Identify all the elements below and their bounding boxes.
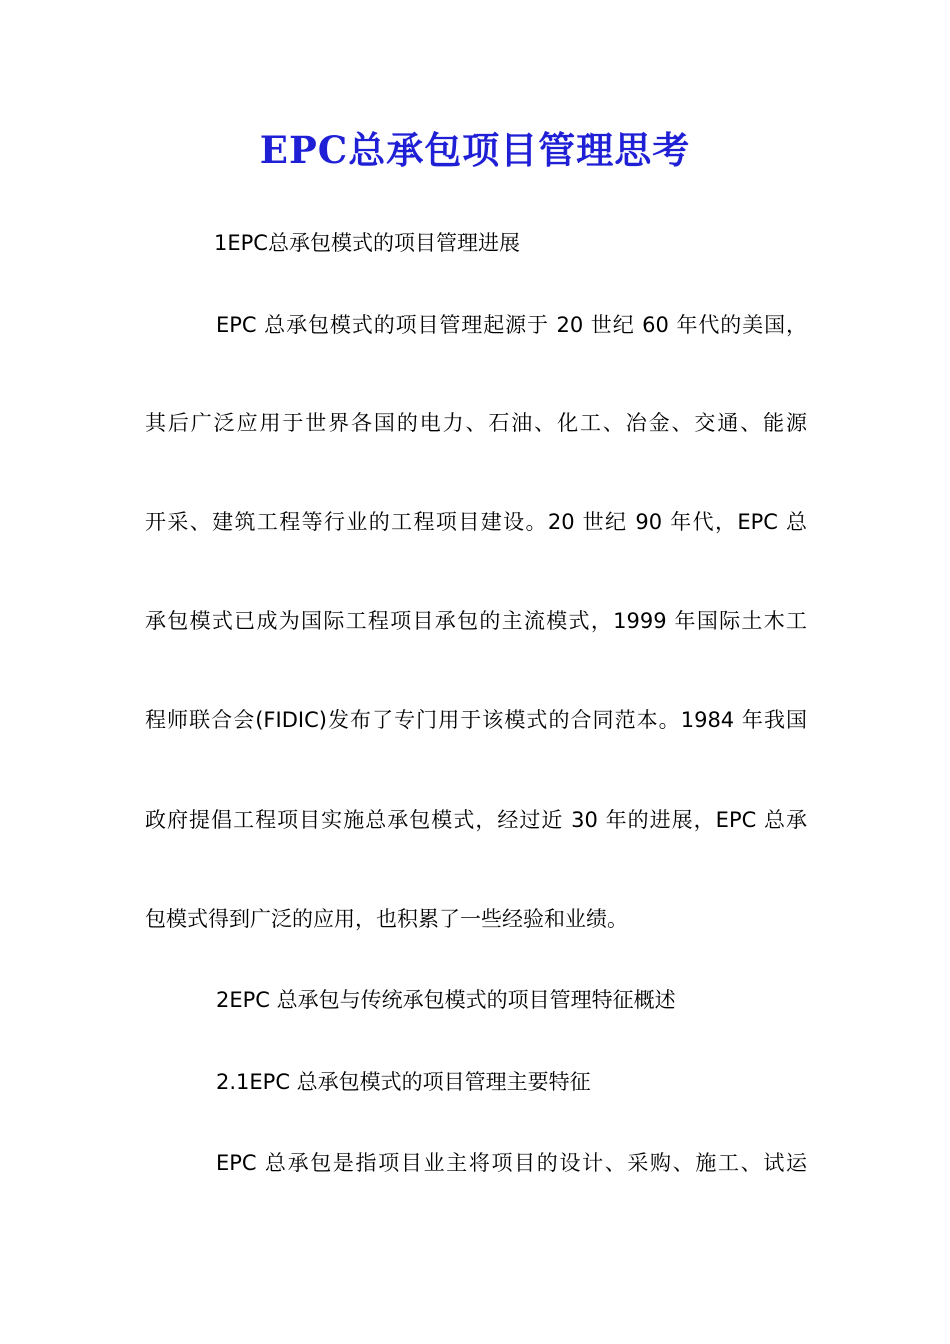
document-title: EPC总承包项目管理思考 (259, 128, 691, 172)
paragraph-1-line-5: 程师联合会(FIDIC)发布了专门用于该模式的合同范本。1984 年我国 (145, 708, 807, 732)
section-heading-2-1: 2.1EPC 总承包模式的项目管理主要特征 (216, 1070, 591, 1094)
paragraph-1-line-7: 包模式得到广泛的应用，也积累了一些经验和业绩。 (145, 907, 628, 931)
paragraph-1-line-4: 承包模式已成为国际工程项目承包的主流模式，1999 年国际土木工 (145, 609, 807, 633)
paragraph-1-line-3: 开采、建筑工程等行业的工程项目建设。20 世纪 90 年代，EPC 总 (145, 510, 807, 534)
paragraph-1-line-1: EPC 总承包模式的项目管理起源于 20 世纪 60 年代的美国， (216, 313, 807, 337)
section-heading-1: 1EPC总承包模式的项目管理进展 (214, 231, 520, 255)
section-heading-2: 2EPC 总承包与传统承包模式的项目管理特征概述 (216, 988, 676, 1012)
paragraph-1-line-6: 政府提倡工程项目实施总承包模式，经过近 30 年的进展，EPC 总承 (145, 808, 807, 832)
paragraph-1-line-2: 其后广泛应用于世界各国的电力、石油、化工、冶金、交通、能源 (145, 411, 807, 435)
paragraph-2-line-1: EPC 总承包是指项目业主将项目的设计、采购、施工、试运 (216, 1151, 807, 1175)
